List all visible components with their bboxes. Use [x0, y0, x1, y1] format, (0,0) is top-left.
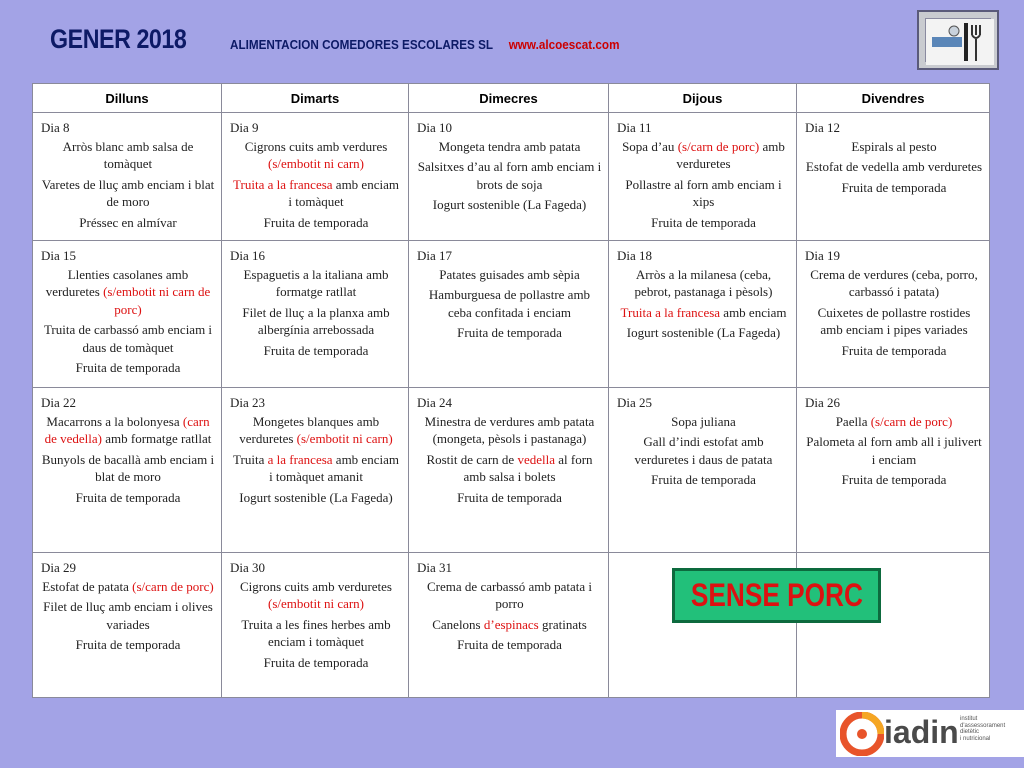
cutlery-icon [917, 10, 999, 70]
dish-item [417, 489, 602, 507]
dish-text: Fruita de temporada [651, 214, 756, 230]
day-label: Dia 19 [805, 248, 841, 263]
dish-text: Rostit de carn de [426, 451, 518, 467]
menu-cell [33, 113, 222, 241]
sense-porc-label: SENSE PORC [690, 577, 863, 613]
day-label: Dia 22 [41, 395, 77, 410]
dish-item [417, 324, 602, 342]
dish-item [617, 413, 790, 431]
dish-text: amb verduretes [676, 138, 785, 172]
dish-item [41, 214, 215, 232]
menu-cell [222, 388, 409, 553]
dish-text: al forn amb salsa i bolets [463, 451, 593, 485]
dish-item [417, 158, 602, 193]
iadin-logo [836, 710, 1024, 757]
dish-text: Crema de verdures (ceba, porro, carbassó i patata) [810, 266, 978, 300]
dish-item [617, 266, 790, 301]
menu-cell [33, 241, 222, 388]
dish-item [805, 304, 983, 339]
dish-item [230, 304, 402, 339]
dish-item [41, 489, 215, 507]
dish-text: Fruita de temporada [263, 654, 369, 670]
menu-cell [409, 388, 609, 553]
dish-text: Arròs a la milanesa (ceba, pebrot, pastanaga i pèsols) [634, 266, 773, 300]
dish-text: Fruita de temporada [263, 214, 369, 230]
day-label: Dia 15 [41, 248, 77, 263]
dish-item [230, 616, 402, 651]
day-label: Dia 12 [805, 120, 841, 135]
day-label: Dia 23 [230, 395, 266, 410]
menu-cell [409, 241, 609, 388]
dish-text: Macarrons a la bolonyesa [46, 413, 183, 429]
dish-item [805, 266, 983, 301]
dish-text: Crema de carbassó amb patata i porro [427, 578, 592, 612]
menu-cell [222, 241, 409, 388]
dish-note-highlight: Truita a la francesa [620, 304, 721, 320]
dish-item [230, 214, 402, 232]
dish-item [805, 433, 983, 468]
dish-text: Fruita de temporada [457, 325, 562, 341]
dish-note-highlight: a la francesa [267, 451, 333, 467]
dish-text: gratinats [538, 616, 587, 632]
dish-item [230, 578, 402, 613]
dish-item [41, 176, 215, 211]
day-label: Dia 25 [617, 395, 653, 410]
menu-cell [609, 241, 797, 388]
dish-item [805, 138, 983, 156]
sense-porc-stamp [672, 568, 881, 623]
day-label: Dia 26 [805, 395, 841, 410]
company-url[interactable]: www.alcoescat.com [508, 37, 620, 52]
dish-text: amb enciam [720, 304, 787, 320]
dish-text: Iogurt sostenible (La Fageda) [432, 197, 587, 213]
dish-note-highlight: (s/embotit ni carn) [296, 431, 393, 447]
dish-item [617, 433, 790, 468]
header-company [230, 37, 619, 52]
dish-text: Préssec en almívar [79, 214, 177, 230]
day-label: Dia 18 [617, 248, 653, 263]
day-label: Dia 9 [230, 120, 259, 135]
iadin-wordmark: iadin [884, 714, 959, 750]
dish-text: Iogurt sostenible (La Fageda) [239, 489, 393, 505]
dish-text: Patates guisades amb sèpia [439, 266, 580, 282]
dish-text: Palometa al forn amb all i julivert i enciam [806, 434, 982, 467]
dish-text: Arròs blanc amb salsa de tomàquet [62, 138, 194, 172]
dish-note-highlight: vedella [517, 451, 555, 467]
dish-item [805, 471, 983, 489]
dish-item [617, 214, 790, 232]
table-row [33, 388, 990, 553]
day-label: Dia 31 [417, 560, 453, 575]
table-row [33, 113, 990, 241]
dish-item [417, 578, 602, 613]
dish-note-highlight: Truita a la francesa [233, 176, 333, 192]
iadin-tagline [960, 716, 1005, 742]
dish-text: Fruita de temporada [263, 342, 369, 358]
dish-text: Cigrons cuits amb verdures [244, 138, 388, 154]
dish-item [230, 266, 402, 301]
dish-note-highlight: (s/carn de porc) [677, 138, 760, 154]
dish-text: Cuixetes de pollastre rostides amb enciam i pipes variades [817, 304, 971, 338]
day-label: Dia 24 [417, 395, 453, 410]
dish-item [805, 179, 983, 197]
dish-text: Truita de carbassó amb enciam i daus de tomàquet [43, 322, 213, 355]
dish-item [41, 578, 215, 596]
dish-note-highlight: (s/embotit ni carn) [267, 156, 365, 172]
menu-cell [33, 388, 222, 553]
dish-note-highlight: (s/embotit ni carn de porc) [103, 284, 211, 317]
dish-item [417, 636, 602, 654]
dish-item [617, 304, 790, 322]
dish-item [617, 138, 790, 173]
dish-note-highlight: (s/carn de porc) [870, 413, 953, 429]
dish-item [805, 413, 983, 431]
day-label: Dia 30 [230, 560, 266, 575]
dish-text: Fruita de temporada [457, 637, 562, 653]
dish-item [417, 616, 602, 634]
dish-text: Fruita de temporada [841, 179, 947, 195]
dish-text: Iogurt sostenible (La Fageda) [626, 325, 781, 341]
dish-text: Truita [233, 451, 268, 467]
col-divendres: Divendres [797, 84, 990, 113]
dish-text: Fruita de temporada [75, 637, 181, 653]
table-row [33, 241, 990, 388]
dish-note-highlight: (carn de vedella) [44, 413, 210, 447]
day-label: Dia 11 [617, 120, 652, 135]
menu-cell [609, 388, 797, 553]
menu-cell [609, 113, 797, 241]
dish-text: Filet de lluç amb enciam i olives variades [43, 599, 213, 632]
col-dimecres: Dimecres [409, 84, 609, 113]
dish-text: Truita a les fines herbes amb enciam i tomàquet [241, 616, 391, 650]
dish-item [230, 489, 402, 507]
dish-text: amb formatge ratllat [102, 431, 212, 447]
cutlery-illustration [926, 19, 994, 65]
menu-cell [797, 388, 990, 553]
tagline-line: institut [960, 716, 978, 722]
dish-text: Llenties casolanes amb verduretes [45, 266, 189, 300]
dish-text: Fruita de temporada [841, 342, 947, 358]
dish-text: Espirals al pesto [851, 138, 937, 154]
table-header-row [33, 84, 990, 113]
dish-text: Hamburguesa de pollastre amb ceba confitada i enciam [428, 287, 591, 320]
dish-text: Sopa juliana [671, 413, 736, 429]
dish-text: Estofat de vedella amb verduretes [805, 159, 983, 175]
dish-text: Fruita de temporada [75, 489, 181, 505]
dish-item [41, 359, 215, 377]
dish-text: Fruita de temporada [75, 360, 181, 376]
dish-item [417, 196, 602, 214]
dish-item [417, 413, 602, 448]
company-name: ALIMENTACION COMEDORES ESCOLARES SL [230, 37, 493, 52]
dish-text: Sopa d’au [622, 138, 678, 154]
day-label: Dia 17 [417, 248, 453, 263]
iadin-logo-icon [840, 712, 884, 756]
menu-cell [797, 241, 990, 388]
dish-item [41, 266, 215, 319]
menu-cell [222, 113, 409, 241]
dish-item [417, 138, 602, 156]
page-title: GENER 2018 [50, 24, 187, 54]
dish-text: amb enciam i tomàquet amanit [269, 451, 399, 485]
dish-text: Salsitxes d’au al forn amb enciam i brots de soja [417, 159, 602, 192]
dish-text: Estofat de patata [42, 578, 133, 594]
dish-note-highlight: d’espinacs [483, 616, 539, 632]
dish-item [230, 451, 402, 486]
dish-item [41, 138, 215, 173]
dish-text: Espaguetis a la italiana amb formatge ratllat [243, 266, 389, 300]
dish-text: Pollastre al forn amb enciam i xips [625, 176, 782, 210]
dish-item [230, 176, 402, 211]
menu-cell [409, 113, 609, 241]
dish-item [230, 138, 402, 173]
dish-text: Fruita de temporada [651, 472, 756, 488]
menu-cell [222, 553, 409, 698]
dish-item [617, 471, 790, 489]
dish-item [417, 451, 602, 486]
dish-item [417, 286, 602, 321]
menu-cell [33, 553, 222, 698]
col-dijous: Dijous [609, 84, 797, 113]
tagline-line: i nutricional [960, 735, 991, 742]
dish-item [41, 321, 215, 356]
day-label: Dia 29 [41, 560, 77, 575]
col-dilluns: Dilluns [33, 84, 222, 113]
dish-text: Gall d’indi estofat amb verduretes i daus de patata [634, 434, 773, 467]
dish-item [230, 413, 402, 448]
dish-text: Varetes de lluç amb enciam i blat de moro [41, 176, 215, 210]
dish-text: amb enciam i tomàquet [288, 176, 399, 210]
dish-text: Canelons [432, 616, 484, 632]
day-label: Dia 16 [230, 248, 266, 263]
dish-item [805, 342, 983, 360]
dish-item [41, 598, 215, 633]
tagline-line: dietètic [960, 729, 980, 736]
dish-text: Filet de lluç a la planxa amb albergínia arrebossada [242, 304, 390, 338]
dish-item [230, 342, 402, 360]
dish-note-highlight: (s/carn de porc) [132, 578, 214, 594]
dish-item [230, 654, 402, 672]
dish-text: Fruita de temporada [457, 489, 562, 505]
dish-text: Fruita de temporada [841, 472, 947, 488]
dish-item [41, 413, 215, 448]
dish-text: Paella [835, 413, 871, 429]
menu-cell [797, 113, 990, 241]
dish-text: Mongetes blanques amb verduretes [239, 413, 380, 447]
dish-item [617, 176, 790, 211]
dish-text: Minestra de verdures amb patata (mongeta, pèsols i pastanaga) [424, 413, 595, 447]
menu-cell [409, 553, 609, 698]
dish-item [417, 266, 602, 284]
dish-item [805, 158, 983, 176]
dish-text: Mongeta tendra amb patata [438, 138, 581, 154]
tagline-line: d'assessorament [960, 722, 1006, 729]
dish-item [41, 636, 215, 654]
day-label: Dia 8 [41, 120, 70, 135]
dish-note-highlight: (s/embotit ni carn) [267, 596, 365, 612]
dish-item [617, 324, 790, 342]
col-dimarts: Dimarts [222, 84, 409, 113]
dish-text: Cigrons cuits amb verduretes [240, 578, 392, 594]
dish-text: Bunyols de bacallà amb enciam i blat de moro [41, 451, 215, 485]
day-label: Dia 10 [417, 120, 453, 135]
dish-item [41, 451, 215, 486]
